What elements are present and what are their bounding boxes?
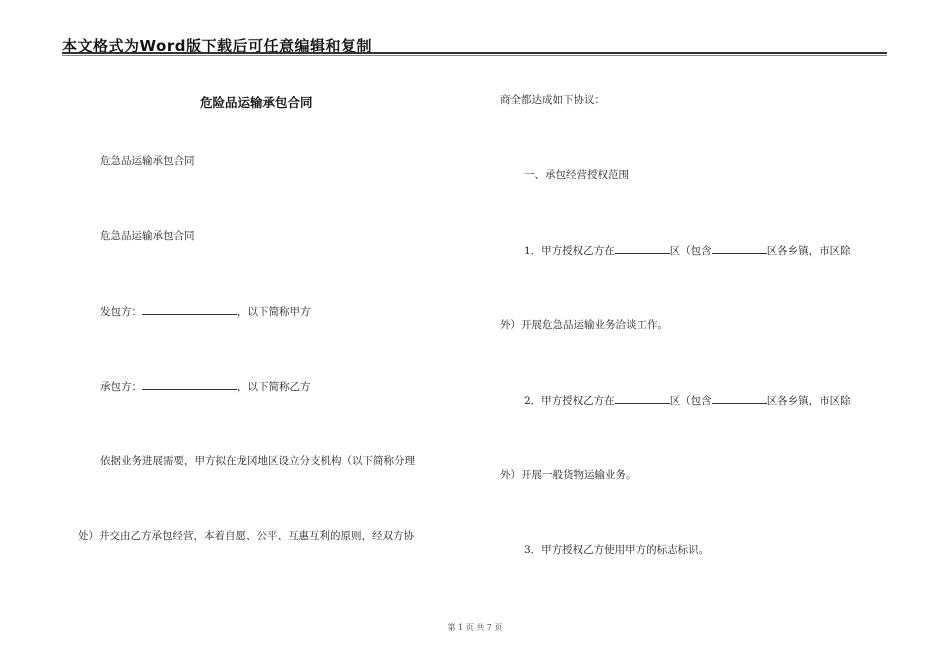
page-footer: 第 1 页 共 7 页 — [447, 623, 503, 632]
agreement-intro: 商全都达成如下协议： — [500, 94, 605, 106]
item-2-part-a: 2．甲方授权乙方在 — [524, 395, 615, 407]
item-1-part-a: 1．甲方授权乙方在 — [524, 245, 615, 257]
item-1-continuation: 外）开展危急品运输业务洽谈工作。 — [500, 319, 668, 331]
contractor-label: 承包方： — [100, 381, 142, 393]
item-2-line — [524, 393, 851, 408]
header-divider-thin — [62, 55, 887, 56]
item-1-part-c: 区各乡镇，市区除 — [766, 245, 851, 257]
item-3-line: 3．甲方授权乙方使用甲方的标志标识。 — [524, 544, 710, 556]
contractor-suffix: ，以下简称乙方 — [237, 381, 311, 393]
document-header-banner: 本文格式为Word版下载后可任意编辑和复制 — [62, 37, 372, 55]
section-1-heading: 一、承包经营授权范围 — [524, 169, 629, 181]
subtitle-1: 危急品运输承包合同 — [100, 155, 195, 167]
item-1-line — [524, 243, 851, 258]
item-2-blank-1 — [615, 393, 670, 404]
contractor-line — [100, 379, 311, 394]
item-2-blank-2 — [712, 393, 767, 404]
item-1-part-b: 区（包含 — [669, 245, 712, 257]
item-2-part-c: 区各乡镇，市区除 — [766, 395, 851, 407]
document-title: 危险品运输承包合同 — [200, 95, 313, 110]
item-2-continuation: 外）开展一般货物运输业务。 — [500, 469, 637, 481]
employer-label: 发包方： — [100, 306, 142, 318]
employer-blank — [142, 304, 237, 315]
item-1-blank-1 — [615, 243, 670, 254]
body-line-2: 处）并交由乙方承包经营，本着自愿、公平、互惠互利的原则，经双方协 — [78, 530, 414, 542]
employer-line — [100, 304, 311, 319]
subtitle-2: 危急品运输承包合同 — [100, 230, 195, 242]
employer-suffix: ，以下简称甲方 — [237, 306, 311, 318]
item-1-blank-2 — [712, 243, 767, 254]
item-2-part-b: 区（包含 — [669, 395, 712, 407]
contractor-blank — [142, 379, 237, 390]
header-divider-thick — [62, 52, 887, 54]
body-line-1: 依据业务进展需要，甲方拟在龙冈地区设立分支机构（以下简称分理 — [100, 455, 415, 467]
